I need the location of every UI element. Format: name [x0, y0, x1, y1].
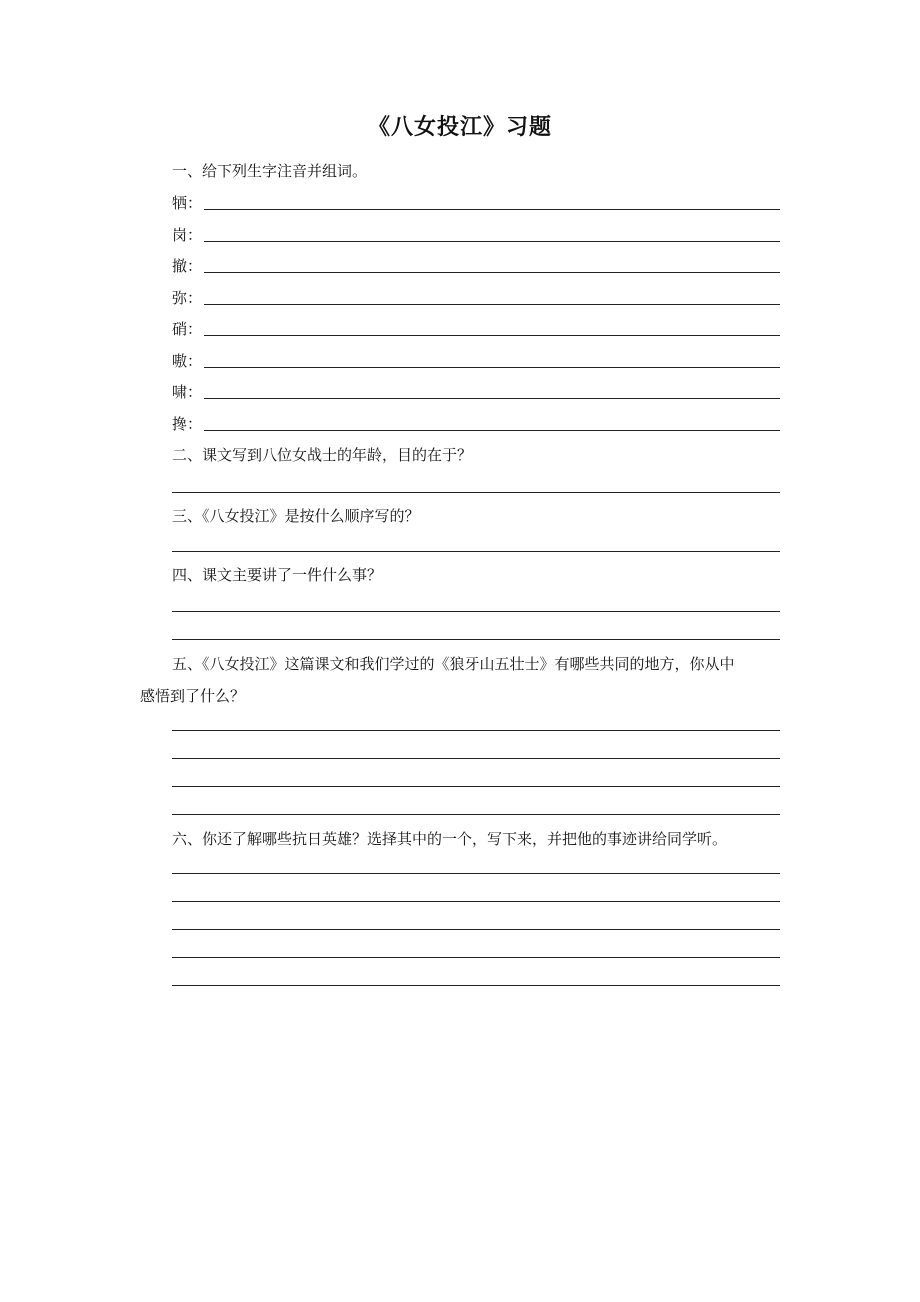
- answer-line-char-4[interactable]: [204, 304, 780, 305]
- char-label: 弥：: [172, 289, 203, 307]
- question-5-text-line-2: 感悟到了什么？: [140, 687, 246, 705]
- answer-line-char-8[interactable]: [204, 430, 780, 431]
- question-3-text: 三、《八女投江》是按什么顺序写的？: [172, 507, 420, 525]
- answer-line-q5-4[interactable]: [172, 814, 780, 815]
- question-4-text: 四、课文主要讲了一件什么事？: [172, 566, 383, 584]
- answer-line-q6-1[interactable]: [172, 873, 780, 874]
- question-5-text-line-1: 五、《八女投江》这篇课文和我们学过的《狼牙山五壮士》有哪些共同的地方，你从中: [172, 655, 735, 673]
- answer-line-q4-1[interactable]: [172, 611, 780, 612]
- answer-line-char-3[interactable]: [204, 272, 780, 273]
- question-1-text: 一、给下列生字注音并组词。: [172, 162, 368, 180]
- answer-line-q5-2[interactable]: [172, 758, 780, 759]
- answer-line-char-7[interactable]: [204, 398, 780, 399]
- answer-line-q5-3[interactable]: [172, 786, 780, 787]
- answer-line-q6-5[interactable]: [172, 985, 780, 986]
- char-label: 岗：: [172, 226, 203, 244]
- question-2-text: 二、课文写到八位女战士的年龄，目的在于？: [172, 446, 473, 464]
- char-label: 撤：: [172, 257, 203, 275]
- answer-line-q4-2[interactable]: [172, 639, 780, 640]
- answer-line-q5-1[interactable]: [172, 730, 780, 731]
- question-6-text: 六、你还了解哪些抗日英雄？选择其中的一个，写下来，并把他的事迹讲给同学听。: [172, 830, 728, 848]
- answer-line-q6-3[interactable]: [172, 929, 780, 930]
- answer-line-char-5[interactable]: [204, 335, 780, 336]
- char-label: 搀：: [172, 415, 203, 433]
- char-label: 硝：: [172, 320, 203, 338]
- char-label: 牺：: [172, 194, 203, 212]
- answer-line-char-2[interactable]: [204, 241, 780, 242]
- answer-line-q6-2[interactable]: [172, 901, 780, 902]
- answer-line-q6-4[interactable]: [172, 957, 780, 958]
- answer-line-q3[interactable]: [172, 551, 780, 552]
- answer-line-char-1[interactable]: [204, 209, 780, 210]
- page-title: 《八女投江》习题: [367, 115, 552, 140]
- answer-line-q2[interactable]: [172, 492, 780, 493]
- char-label: 啸：: [172, 383, 203, 401]
- char-label: 嗷：: [172, 352, 203, 370]
- answer-line-char-6[interactable]: [204, 367, 780, 368]
